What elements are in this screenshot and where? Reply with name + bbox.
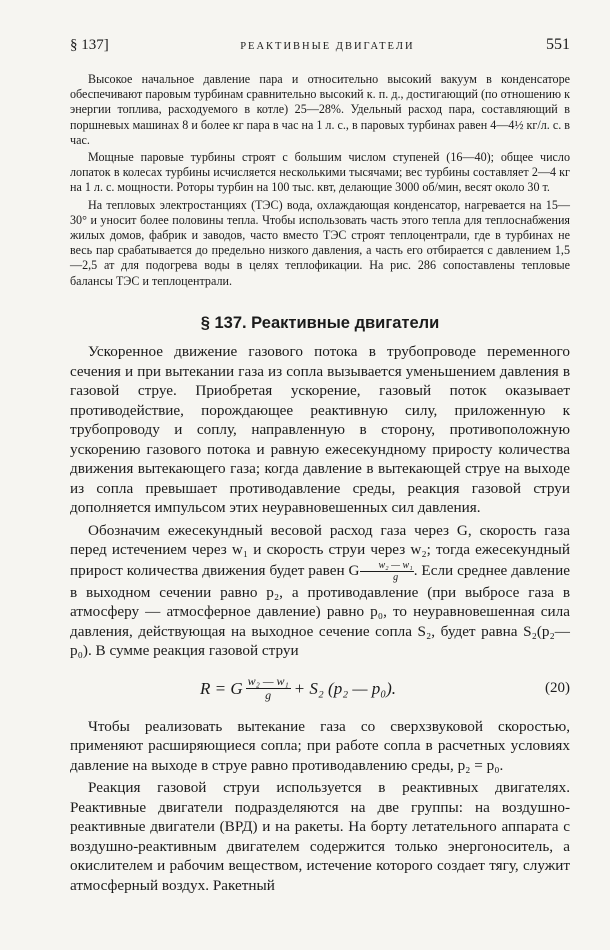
fraction-numerator: w₂ — w₁ [247, 674, 289, 688]
small-paragraph: На тепловых электростанциях (ТЭС) вода, охлаждающая конденсатор, нагревается на 15—30° и уносит более половины тепла. Чтобы использовать часть этого тепла для теплоснабжения жилых домов, фабрик и заводов, часто вместо ТЭС строят теплоцентрали, где в турбинах не весь пар срабатывается до предельно низкого давления, а часть его отбирается с давлением 1,5—2,5 ат для подогрева воды в целях теплофикации. На рис. 286 сопоставлены тепловые балансы ТЭС и теплоцентрали. [70, 197, 570, 288]
page-number: 551 [545, 36, 570, 53]
fraction-numerator: w₂ — w₁ [360, 560, 414, 572]
formula-lhs: R = G [200, 678, 243, 698]
paragraph-text: . Если среднее давление в выходном сечении равно p₂, а противодавление (при выбросе газа в атмосферу — атмосферное давление) равно p₀, то неуравновешенная сила давления, действующая на выходное сечение сопла S₂, будет равна S₂(p₂—p₀). В сумме реакция газовой струи [70, 561, 570, 659]
formula-number: (20) [545, 679, 570, 696]
paragraph-text: Обозначим ежесекундный весовой расход газа через G, скорость газа перед истечением через w₁ и скорость струи через w₂; тогда ежесекундный прирост количества движения будет равен G [70, 521, 570, 579]
section-title: § 137. Реактивные двигатели [200, 314, 440, 332]
formula-expression [200, 675, 396, 702]
header-title: РЕАКТИВНЫЕ ДВИГАТЕЛИ [240, 41, 415, 52]
small-print-block [70, 72, 570, 291]
formula [70, 669, 570, 709]
paragraph [70, 521, 570, 661]
small-paragraph: Высокое начальное давление пара и относительно высокий вакуум в конденсаторе обеспечивают паровым турбинам сравнительно высокий к. п. д., достигающий (по отношению к энергии топлива, расходуемого в котле) 25—28%. Удельный расход пара, составляющий в поршневых машинах 8 и более кг пара в час на 1 л. с., в паровых турбинах равен 4—4½ кг/л. с. в час. [70, 72, 570, 147]
fraction-denominator: g [393, 571, 399, 583]
fraction-denominator: g [265, 688, 272, 702]
page-header [70, 36, 570, 54]
formula-fraction [246, 675, 291, 702]
small-paragraph: Мощные паровые турбины строят с большим числом ступеней (16—40); общее число лопаток в колесах турбины исчисляется несколькими тысячами; вес турбины составляет 2—4 кг на 1 л. с. мощности. Роторы турбин на 100 тыс. квт, делающие 3000 об/мин, весят около 30 т. [70, 150, 570, 195]
main-text [70, 342, 570, 898]
paragraph: Реакция газовой струи используется в реактивных двигателях. Реактивные двигатели подразделяются на две группы: на воздушно-реактивные двигатели (ВРД) и на ракеты. На борту летательного аппарата с воздушно-реактивным двигателем содержится только энергоноситель, а окислителем и рабочим веществом, истечение которого создает тягу, служит атмосферный воздух. Ракетный [70, 779, 570, 894]
paragraph: Ускоренное движение газового потока в трубопроводе переменного сечения и при вытекании газа из сопла вызывается уменьшением давления в газовой струе. Приобретая ускорение, газовый поток оказывает противодействие, порождающее реактивную силу, приложенную к трубопроводу и соплу, направленную в сторону, противоположную ускорению газового потока и равную ежесекундному приросту количества движения вытекающего газа; когда давление в вытекающей струе на выходе из сопла превышает противодавление среды, реакция газовой струи дополняется импульсом этих неуравновешенных сил давления. [70, 343, 570, 516]
inline-fraction [360, 560, 414, 583]
header-section: § 137] [70, 37, 109, 53]
formula-rhs: + S₂ (p₂ — p₀). [293, 678, 397, 698]
paragraph: Чтобы реализовать вытекание газа со сверхзвуковой скоростью, применяют расширяющиеся сопла; при работе сопла в расчетных условиях давление на выходе в струе равно противодавлению среды, p₂ = p₀. [70, 717, 570, 774]
